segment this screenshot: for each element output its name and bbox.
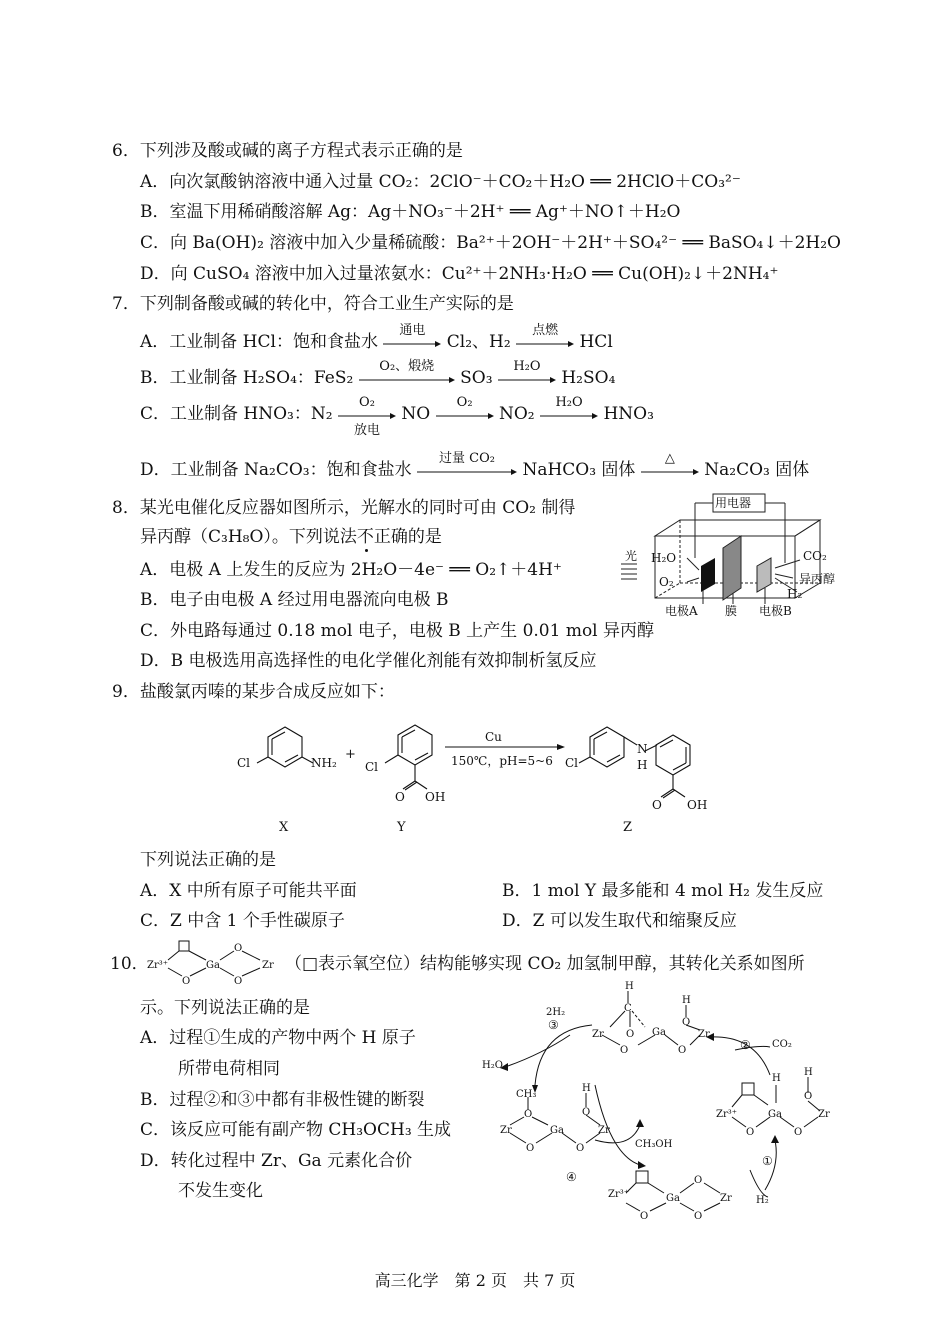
q10-fig-step2: ② xyxy=(740,1038,751,1052)
q8-membrane xyxy=(723,536,741,600)
q7-option-c xyxy=(140,394,654,438)
q10-fig-right-zr: Zr xyxy=(818,1109,830,1120)
q7-b-cond2: H₂O xyxy=(513,358,541,374)
q7-c-prefix: C．工业制备 HNO₃：N₂ xyxy=(140,404,333,424)
page-footer: 高三化学 第 2 页 共 7 页 xyxy=(374,1271,576,1290)
q7-d-arrow1 xyxy=(417,450,517,482)
q7-d-cond1: 过量 CO₂ xyxy=(439,450,495,466)
q7-a-prefix: A．工业制备 HCl：饱和食盐水 xyxy=(140,332,378,352)
q6-option-d: D．向 CuSO₄ 溶液中加入过量浓氨水：Cu²⁺＋2NH₃·H₂O ══ Cu(OH)₂↓＋2NH₄⁺ xyxy=(140,264,779,284)
q9-plus: + xyxy=(345,747,356,762)
q10-inline-zr: Zr xyxy=(262,960,274,971)
q9-y-o: O xyxy=(395,790,405,804)
q9-z-cl: Cl xyxy=(565,756,579,770)
q8-fig-electrode-b-label: 电极B xyxy=(759,604,792,618)
q10-fig-top-ga: Ga xyxy=(652,1027,666,1038)
q7-a-arrow2 xyxy=(516,322,574,354)
q8-option-b: B．电子由电极 A 经过用电器流向电极 B xyxy=(140,590,449,610)
q10-fig-top-o4: O xyxy=(682,1017,691,1028)
q10-fig-top-zr2: Zr xyxy=(698,1029,710,1040)
q10-fig-ch3: CH₃ xyxy=(516,1089,537,1100)
q7-b-end: H₂SO₄ xyxy=(561,368,616,388)
q10-fig-left-o2: O xyxy=(526,1143,535,1154)
q10-fig-top-o: O xyxy=(626,1029,635,1040)
q8-stem-a: 异丙醇（C₃H₈O）。下列说法 xyxy=(140,527,357,547)
q9-z-o: O xyxy=(652,798,662,812)
q10-fig-top-o2: O xyxy=(620,1045,629,1056)
q7-b-mid: SO₃ xyxy=(460,368,493,388)
q7-d-mid: NaHCO₃ 固体 xyxy=(522,460,636,480)
q10-fig-top-zr: Zr xyxy=(592,1029,604,1040)
q8-stem-emphasis: 不 xyxy=(356,527,374,547)
q8-fig-ipa-label: 异丙醇 xyxy=(799,572,836,586)
q7-b-arrow2 xyxy=(498,358,556,390)
q8-fig-device-label: 用电器 xyxy=(715,496,752,510)
q6-stem: 6．下列涉及酸或碱的离子方程式表示正确的是 xyxy=(112,141,463,161)
q8-fig-membrane-label: 膜 xyxy=(725,604,738,618)
q10-catalytic-cycle-figure xyxy=(480,975,860,1220)
q6-option-b: B．室温下用稀硝酸溶解 Ag：Ag＋NO₃⁻＋2H⁺ ══ Ag⁺＋NO↑＋H₂O xyxy=(140,202,681,222)
q10-fig-ch3oh: CH₃OH xyxy=(635,1139,673,1150)
q10-fig-left-h: H xyxy=(582,1083,591,1094)
q10-inline-structure xyxy=(146,938,286,988)
q10-inline-zr3: Zr³⁺ xyxy=(147,960,169,971)
q10-fig-top-c: C xyxy=(624,1003,632,1014)
q9-stem: 9．盐酸氯丙嗪的某步合成反应如下： xyxy=(112,682,395,702)
q10-option-d-line2: 不发生变化 xyxy=(178,1181,263,1201)
q9-z-oh: OH xyxy=(687,798,708,812)
q10-fig-co2: CO₂ xyxy=(772,1039,792,1050)
q8-fig-co2-label: CO₂ xyxy=(803,549,827,563)
q10-fig-left-o4: O xyxy=(582,1107,591,1118)
q7-stem: 7．下列制备酸或碱的转化中，符合工业生产实际的是 xyxy=(112,294,514,314)
q8-stem-line1: 8．某光电催化反应器如图所示，光解水的同时可由 CO₂ 制得 xyxy=(112,498,576,518)
q10-fig-bottom-o: O xyxy=(640,1211,649,1220)
q8-fig-h2-label: H₂ xyxy=(787,587,803,601)
q8-fig-h2o-label: H₂O xyxy=(651,551,677,565)
q10-fig-h2o: H₂O xyxy=(482,1060,503,1071)
q9-option-c: C．Z 中含 1 个手性碳原子 xyxy=(140,911,345,931)
q9-x-nh2: NH₂ xyxy=(311,756,337,770)
q10-fig-step4: ④ xyxy=(566,1170,577,1184)
q9-label-y: Y xyxy=(397,820,406,835)
q7-c-arrow2 xyxy=(436,394,494,426)
q7-c-end: HNO₃ xyxy=(603,404,654,424)
q7-d-prefix: D．工业制备 Na₂CO₃：饱和食盐水 xyxy=(140,460,412,480)
q10-fig-left-zr: Zr xyxy=(500,1125,512,1136)
q6-option-a: A．向次氯酸钠溶液中通入过量 CO₂：2ClO⁻＋CO₂＋H₂O ══ 2HClO＋CO₃²⁻ xyxy=(140,172,741,192)
q7-c-cond2: O₂ xyxy=(456,394,473,410)
q9-y-oh: OH xyxy=(425,790,446,804)
q8-option-a: A．电极 A 上发生的反应为 2H₂O－4e⁻ ══ O₂↑＋4H⁺ xyxy=(140,560,562,580)
q10-fig-right-ga: Ga xyxy=(768,1109,782,1120)
q7-a-mid: Cl₂、H₂ xyxy=(446,332,511,352)
q10-fig-left-zr2: Zr xyxy=(598,1125,610,1136)
q7-c-arrow3 xyxy=(540,394,598,426)
q10-fig-top-h2: H xyxy=(682,995,691,1006)
q7-c-cond3: H₂O xyxy=(555,394,583,410)
q10-option-a-line2: 所带电荷相同 xyxy=(178,1059,280,1079)
q9-label-z: Z xyxy=(623,820,633,835)
q7-a-end: HCl xyxy=(579,332,613,352)
q10-fig-right-h: H xyxy=(772,1073,781,1084)
q9-cond-top: Cu xyxy=(485,730,502,744)
q10-fig-h2: H₂ xyxy=(756,1195,769,1206)
q6-option-c: C．向 Ba(OH)₂ 溶液中加入少量稀硫酸：Ba²⁺＋2OH⁻＋2H⁺＋SO₄²⁻ ══ BaSO₄↓＋2H₂O xyxy=(140,233,841,253)
q10-fig-right-o3: O xyxy=(804,1091,813,1102)
q7-option-d xyxy=(140,450,810,482)
q8-stem-line2 xyxy=(140,526,442,548)
q7-a-cond1: 通电 xyxy=(399,322,426,338)
q7-c-arrow1 xyxy=(338,394,396,438)
q7-option-a xyxy=(140,322,613,354)
q9-option-b: B．1 mol Y 最多能和 4 mol H₂ 发生反应 xyxy=(502,881,824,901)
q10-fig-bottom-o3: O xyxy=(694,1211,703,1220)
q8-fig-o2-label: O₂ xyxy=(659,575,674,589)
q9-x-cl: Cl xyxy=(237,756,251,770)
q9-label-x: X xyxy=(279,820,289,835)
q7-c-mid1: NO xyxy=(401,404,431,424)
q10-fig-top-h: H xyxy=(625,981,634,992)
q10-stem-line1: （□表示氧空位）结构能够实现 CO₂ 加氢制甲醇，其转化关系如图所 xyxy=(285,954,805,974)
q9-cond-bottom: 150℃，pH=5~6 xyxy=(451,754,553,768)
q10-option-d-line1: D．转化过程中 Zr、Ga 元素化合价 xyxy=(140,1151,413,1171)
q10-fig-bottom-zr: Zr xyxy=(720,1193,732,1204)
q10-fig-bottom-zr3: Zr³⁺ xyxy=(608,1189,630,1200)
q7-c-mid2: NO₂ xyxy=(499,404,535,424)
q7-d-cond2: △ xyxy=(664,450,675,466)
q10-option-b: B．过程②和③中都有非极性键的断裂 xyxy=(140,1090,425,1110)
q9-y-cl: Cl xyxy=(365,760,379,774)
q8-option-c: C．外电路每通过 0.18 mol 电子，电极 B 上产生 0.01 mol 异丙醇 xyxy=(140,621,655,641)
q7-a-arrow1 xyxy=(383,322,441,354)
q8-fig-light-label: 光 xyxy=(625,549,638,563)
q10-stem-line2: 示。下列说法正确的是 xyxy=(140,998,310,1018)
q7-c-cond1: O₂ xyxy=(359,394,375,410)
q10-inline-o-bottom2: O xyxy=(234,976,243,987)
q10-fig-right-o: O xyxy=(746,1127,755,1138)
q8-electrolysis-figure xyxy=(615,488,855,623)
q7-c-cond1b: 放电 xyxy=(353,422,380,438)
q10-fig-top-o3: O xyxy=(678,1045,687,1056)
q7-a-cond2: 点燃 xyxy=(532,322,559,338)
q10-fig-right-h2: H xyxy=(804,1067,813,1078)
q10-fig-left-o: O xyxy=(524,1109,533,1120)
q9-z-h: H xyxy=(637,758,648,772)
q8-electrode-b xyxy=(757,558,771,592)
q10-fig-bottom-o2: O xyxy=(694,1175,703,1186)
q7-b-cond1: O₂、煅烧 xyxy=(379,358,435,374)
q10-fig-right-zr3: Zr³⁺ xyxy=(716,1109,738,1120)
q10-inline-ga: Ga xyxy=(206,960,220,971)
q9-option-d: D．Z 可以发生取代和缩聚反应 xyxy=(502,911,737,931)
q10-fig-step1: ① xyxy=(762,1154,773,1168)
q10-fig-bottom-ga: Ga xyxy=(666,1193,680,1204)
q7-d-end: Na₂CO₃ 固体 xyxy=(704,460,810,480)
q10-inline-o-top: O xyxy=(234,943,243,954)
q7-d-arrow2 xyxy=(641,450,699,482)
q9-z-n: N xyxy=(637,742,648,756)
q10-fig-left-ga: Ga xyxy=(550,1125,564,1136)
q7-option-b xyxy=(140,358,616,390)
q10-number: 10． xyxy=(110,954,149,974)
q10-fig-step3: ③ xyxy=(548,1018,559,1032)
q8-stem-c: 正确的是 xyxy=(373,527,442,547)
q8-electrode-a xyxy=(701,558,715,592)
q8-option-d: D．B 电极选用高选择性的电化学催化剂能有效抑制析氢反应 xyxy=(140,651,597,671)
q10-fig-2h2: 2H₂ xyxy=(546,1007,566,1018)
q9-option-a: A．X 中所有原子可能共平面 xyxy=(140,881,357,901)
q7-b-prefix: B．工业制备 H₂SO₄：FeS₂ xyxy=(140,368,354,388)
q9-sub-stem: 下列说法正确的是 xyxy=(140,850,276,870)
q10-option-c: C．该反应可能有副产物 CH₃OCH₃ 生成 xyxy=(140,1120,452,1140)
q7-b-arrow1 xyxy=(359,358,455,390)
q9-reaction-scheme xyxy=(225,715,745,840)
q10-inline-o-bottom: O xyxy=(182,976,191,987)
q8-fig-electrode-a-label: 电极A xyxy=(665,604,698,618)
q10-fig-right-o2: O xyxy=(794,1127,803,1138)
q10-fig-left-o3: O xyxy=(576,1143,585,1154)
q10-option-a-line1: A．过程①生成的产物中两个 H 原子 xyxy=(140,1028,416,1048)
